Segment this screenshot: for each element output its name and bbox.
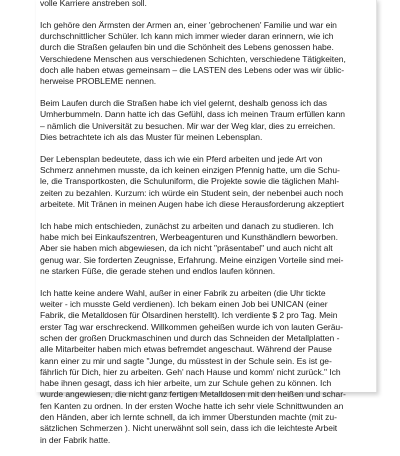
paragraph [40, 20, 374, 88]
text-line: Der Lebensplan bedeutete, dass ich wie ein Pferd arbeiten und jede Art von [40, 153, 323, 164]
text-line: le, die Transportkosten, die Schuluniform, die Projekte sowie die täglichen Mahl- [40, 176, 340, 187]
text-line: volle Karriere anstreben soll. [40, 0, 147, 8]
text-line: kann einer zu mir und sagte "Junge, du müsstest in der Schule sein. Es ist ge- [40, 355, 332, 366]
text-line: fährlich für Dich, hier zu arbeiten. Geh' nach Hause und komm' nicht zurück." Ich [40, 366, 341, 377]
text-line: durchschnittlicher Schüler. Ich kann mich immer wieder daran erinnern, wie ich [40, 31, 334, 42]
paragraph [40, 154, 374, 210]
paragraph [40, 0, 374, 9]
text-line: Dies betrachtete ich als das Muster für meinen Lebensplan. [40, 131, 263, 142]
paragraph [40, 98, 374, 143]
document-body [40, 0, 374, 456]
text-line: erster Tag war erschreckend. Willkommen geheißen wurde ich von lauten Geräu- [40, 321, 343, 332]
text-line: Ich habe mich entschieden, zunächst zu arbeiten und danach zu studieren. Ich [40, 220, 334, 231]
text-line: Beim Laufen durch die Straßen habe ich viel gelernt, deshalb genoss ich das [40, 98, 328, 109]
text-line: Ich hatte keine andere Wahl, außer in einer Fabrik zu arbeiten (die Uhr tickte [40, 287, 326, 298]
text-line: Verschiedene Menschen aus verschiedenen Schichten, verschiedene Tätigkeiten, [40, 53, 346, 64]
text-line: ne starken Füße, die gerade stehen und endlos laufen können. [40, 265, 276, 276]
text-line: – nämlich die Universität zu besuchen. Mir war der Weg klar, dies zu erreichen. [40, 120, 336, 131]
text-line: den Händen, aber ich lernte schnell, da ich immer Überstunden machte (mit zu- [40, 412, 337, 422]
text-line: habe mich bei Einkaufszentren, Werbeagenturen und Kunsthändlern beworben. [40, 232, 338, 243]
text-line: fen Kanten zu ordnen. In der ersten Woche hatte ich sehr viele Schnittwunden an [40, 400, 344, 411]
text-line: Umherbummeln. Dann hatte ich das Gefühl, dass ich meinen Traum erfüllen kann [40, 109, 345, 120]
text-line: alle Mitarbeiter haben mich etwas befremdet angeschaut. Während der Pause [40, 344, 332, 355]
paragraph [40, 288, 374, 446]
text-line: Schmerz annehmen musste, da ich keinen einzigen Pfennig hatte, um die Schu- [40, 165, 340, 176]
document-page [36, 0, 377, 445]
text-line: Aber sie haben mich abgewiesen, da ich nicht "präsentabel" und auch nicht alt [40, 243, 333, 254]
text-line: genug war. Sie forderten Zeugnisse, Erfahrung. Meine einzigen Vorteile sind mei- [40, 254, 344, 265]
text-line: wurde angewiesen, die nicht ganz fertigen Metalldosen mit den heißen und schar- [40, 389, 346, 400]
text-line: doch alle haben etwas gemeinsam – die LASTEN des Lebens oder was wir üblic- [40, 64, 345, 75]
text-line: weiter - ich musste Geld verdienen). Ich bekam einen Job bei UNICAN (einer [40, 299, 328, 310]
text-line: Fabrik, die Metalldosen für Ölsardinen herstellt). Ich verdiente $ 2 pro Tag. Mein [40, 310, 338, 321]
text-line: herweise PROBLEME nennen. [40, 76, 157, 87]
text-line: sätzlichen Schmerzen ). Nicht unerwähnt soll sein, dass ich die leichteste Arbeit [40, 423, 338, 434]
text-line: schen der großen Druckmaschinen und durch das Schneiden der Metallplatten - [40, 332, 340, 343]
text-line: zeiten zu bezahlen. Kurzum: ich würde ein Student sein, der nebenbei auch noch [40, 187, 344, 198]
paragraph [40, 221, 374, 277]
text-line: habe ihnen gesagt, dass ich hier arbeite, um zur Schule gehen zu können. Ich [40, 378, 332, 389]
text-line: in der Fabrik hatte. [40, 434, 111, 445]
text-line: Ich gehöre den Ärmsten der Armen an, einer 'gebrochenen' Familie und war ein [40, 19, 337, 30]
text-line: durch die Straßen gelaufen bin und die Schönheit des Lebens genossen habe. [40, 42, 334, 53]
text-line: arbeitete. Mit Tränen in meinen Augen habe ich diese Herausforderung akzeptiert [40, 198, 344, 209]
